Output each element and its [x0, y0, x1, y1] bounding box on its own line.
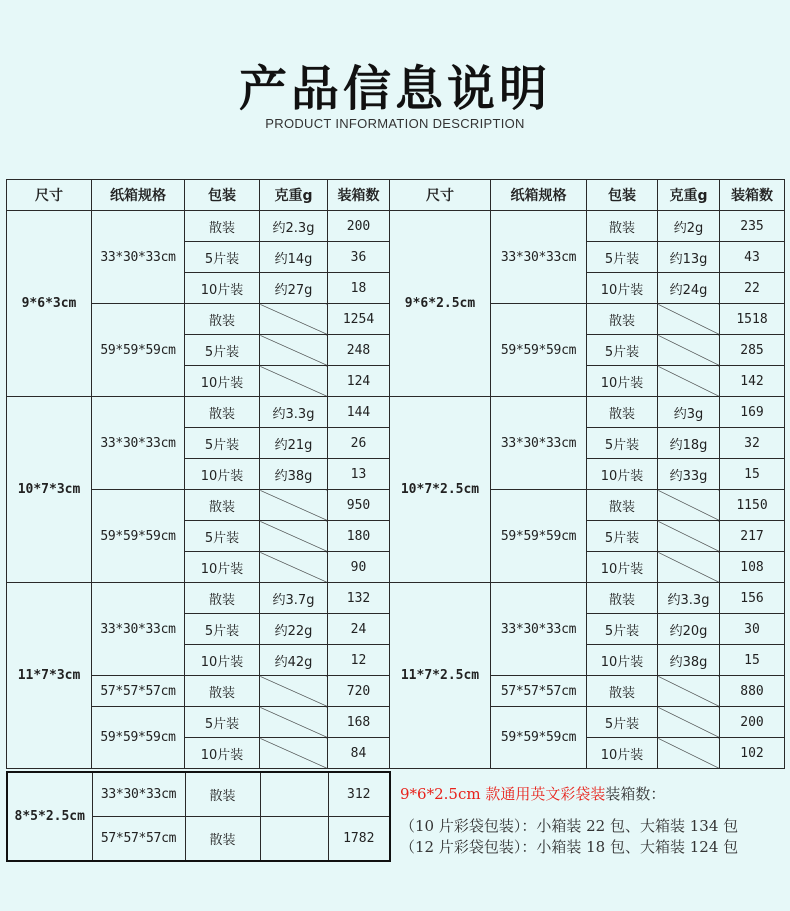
carton-count-cell: 24 — [328, 614, 390, 645]
carton-count-cell: 108 — [720, 552, 785, 583]
carton-count-cell: 156 — [720, 583, 785, 614]
packaging-cell: 散装 — [185, 583, 260, 614]
table-row — [7, 583, 785, 614]
carton-spec-cell: 33*30*33cm — [92, 211, 185, 304]
packaging-cell: 5片装 — [185, 521, 260, 552]
packaging-cell: 散装 — [587, 304, 658, 335]
packaging-cell: 散装 — [587, 397, 658, 428]
weight-cell — [260, 772, 328, 816]
weight-cell: 约21g — [260, 428, 328, 459]
weight-cell — [658, 304, 720, 335]
column-header: 克重g — [260, 180, 328, 211]
column-header: 包装 — [185, 180, 260, 211]
weight-cell: 约2g — [658, 211, 720, 242]
weight-cell — [658, 521, 720, 552]
weight-cell: 约22g — [260, 614, 328, 645]
carton-count-cell: 124 — [328, 366, 390, 397]
carton-spec-cell: 33*30*33cm — [92, 583, 185, 676]
carton-spec-cell: 57*57*57cm — [92, 676, 185, 707]
page-subtitle: PRODUCT INFORMATION DESCRIPTION — [265, 116, 525, 131]
carton-count-cell: 102 — [720, 738, 785, 769]
packaging-cell: 5片装 — [587, 335, 658, 366]
color-bag-note-10pack: （10 片彩袋包装）：小箱装 22 包、大箱装 134 包 — [400, 817, 739, 835]
carton-count-cell: 180 — [328, 521, 390, 552]
packaging-cell: 10片装 — [587, 366, 658, 397]
carton-count-cell: 36 — [328, 242, 390, 273]
carton-count-cell: 1518 — [720, 304, 785, 335]
carton-count-cell: 30 — [720, 614, 785, 645]
size-cell: 10*7*2.5cm — [390, 397, 491, 583]
carton-count-cell: 132 — [328, 583, 390, 614]
weight-cell: 约14g — [260, 242, 328, 273]
carton-spec-cell: 59*59*59cm — [491, 707, 587, 769]
carton-count-cell: 217 — [720, 521, 785, 552]
weight-cell — [658, 738, 720, 769]
weight-cell: 约2.3g — [260, 211, 328, 242]
weight-cell: 约20g — [658, 614, 720, 645]
carton-spec-cell: 59*59*59cm — [491, 304, 587, 397]
weight-cell: 约38g — [658, 645, 720, 676]
column-header: 装箱数 — [720, 180, 785, 211]
packaging-cell: 10片装 — [185, 645, 260, 676]
size-cell: 11*7*3cm — [7, 583, 92, 769]
packaging-cell: 散装 — [185, 211, 260, 242]
packaging-cell: 5片装 — [185, 242, 260, 273]
weight-cell: 约42g — [260, 645, 328, 676]
carton-count-cell: 26 — [328, 428, 390, 459]
column-header: 尺寸 — [390, 180, 491, 211]
extra-size-table — [6, 771, 391, 862]
weight-cell — [658, 707, 720, 738]
page-title: 产品信息说明 — [238, 61, 551, 117]
weight-cell — [260, 521, 328, 552]
weight-cell — [658, 366, 720, 397]
packaging-cell: 10片装 — [587, 552, 658, 583]
carton-count-cell: 144 — [328, 397, 390, 428]
color-bag-note-heading — [400, 783, 665, 804]
packaging-cell: 5片装 — [587, 242, 658, 273]
packaging-cell: 散装 — [185, 490, 260, 521]
weight-cell — [658, 490, 720, 521]
carton-count-cell: 43 — [720, 242, 785, 273]
packaging-cell: 散装 — [185, 772, 260, 816]
carton-spec-cell: 59*59*59cm — [92, 304, 185, 397]
size-cell: 8*5*2.5cm — [7, 772, 92, 861]
header-row — [7, 180, 785, 211]
carton-spec-cell: 33*30*33cm — [92, 772, 185, 816]
carton-count-cell: 84 — [328, 738, 390, 769]
weight-cell: 约3.3g — [260, 397, 328, 428]
table-row — [7, 211, 785, 242]
packaging-cell: 10片装 — [587, 273, 658, 304]
carton-count-cell: 32 — [720, 428, 785, 459]
carton-spec-cell: 59*59*59cm — [92, 490, 185, 583]
carton-count-cell: 235 — [720, 211, 785, 242]
carton-spec-cell: 59*59*59cm — [491, 490, 587, 583]
weight-cell — [260, 738, 328, 769]
packaging-cell: 散装 — [587, 490, 658, 521]
packaging-cell: 10片装 — [185, 738, 260, 769]
carton-count-cell: 15 — [720, 459, 785, 490]
table-row — [7, 397, 785, 428]
packaging-cell: 散装 — [185, 397, 260, 428]
carton-spec-cell: 59*59*59cm — [92, 707, 185, 769]
packaging-cell: 散装 — [185, 676, 260, 707]
weight-cell: 约38g — [260, 459, 328, 490]
packaging-cell: 5片装 — [185, 614, 260, 645]
packaging-cell: 10片装 — [587, 645, 658, 676]
column-header: 包装 — [587, 180, 658, 211]
column-header: 克重g — [658, 180, 720, 211]
carton-count-cell: 90 — [328, 552, 390, 583]
weight-cell — [260, 816, 328, 861]
column-header: 尺寸 — [7, 180, 92, 211]
column-header: 纸箱规格 — [92, 180, 185, 211]
weight-cell — [260, 335, 328, 366]
carton-spec-cell: 33*30*33cm — [491, 583, 587, 676]
weight-cell: 约33g — [658, 459, 720, 490]
carton-count-cell: 13 — [328, 459, 390, 490]
column-header: 纸箱规格 — [491, 180, 587, 211]
packaging-cell: 10片装 — [587, 459, 658, 490]
carton-count-cell: 1150 — [720, 490, 785, 521]
carton-count-cell: 200 — [720, 707, 785, 738]
weight-cell — [260, 707, 328, 738]
carton-count-cell: 1254 — [328, 304, 390, 335]
weight-cell — [658, 335, 720, 366]
carton-spec-cell: 33*30*33cm — [92, 397, 185, 490]
weight-cell — [658, 552, 720, 583]
packaging-cell: 散装 — [185, 816, 260, 861]
carton-count-cell: 880 — [720, 676, 785, 707]
packaging-cell: 10片装 — [185, 552, 260, 583]
carton-count-cell: 15 — [720, 645, 785, 676]
carton-count-cell: 312 — [328, 772, 390, 816]
weight-cell — [260, 366, 328, 397]
packaging-cell: 5片装 — [185, 707, 260, 738]
carton-count-cell: 950 — [328, 490, 390, 521]
color-bag-note-highlight: 9*6*2.5cm 款通用英文彩袋装 — [400, 785, 606, 803]
packaging-cell: 10片装 — [185, 273, 260, 304]
packaging-cell: 5片装 — [587, 428, 658, 459]
packaging-cell: 散装 — [587, 583, 658, 614]
carton-spec-cell: 33*30*33cm — [491, 211, 587, 304]
size-cell: 9*6*2.5cm — [390, 211, 491, 397]
weight-cell: 约24g — [658, 273, 720, 304]
column-header: 装箱数 — [328, 180, 390, 211]
carton-spec-cell: 57*57*57cm — [92, 816, 185, 861]
weight-cell: 约3g — [658, 397, 720, 428]
packaging-cell: 散装 — [185, 304, 260, 335]
packaging-cell: 10片装 — [587, 738, 658, 769]
weight-cell: 约3.3g — [658, 583, 720, 614]
weight-cell: 约27g — [260, 273, 328, 304]
carton-count-cell: 22 — [720, 273, 785, 304]
weight-cell — [260, 552, 328, 583]
carton-count-cell: 169 — [720, 397, 785, 428]
weight-cell — [658, 676, 720, 707]
carton-count-cell: 1782 — [328, 816, 390, 861]
packaging-cell: 5片装 — [587, 707, 658, 738]
packaging-cell: 5片装 — [185, 335, 260, 366]
carton-spec-cell: 57*57*57cm — [491, 676, 587, 707]
product-info-table — [6, 179, 785, 769]
packaging-cell: 10片装 — [185, 366, 260, 397]
carton-count-cell: 720 — [328, 676, 390, 707]
size-cell: 10*7*3cm — [7, 397, 92, 583]
weight-cell — [260, 676, 328, 707]
color-bag-note-12pack: （12 片彩袋包装）：小箱装 18 包、大箱装 124 包 — [400, 838, 739, 856]
carton-count-cell: 200 — [328, 211, 390, 242]
weight-cell: 约13g — [658, 242, 720, 273]
carton-count-cell: 142 — [720, 366, 785, 397]
carton-count-cell: 18 — [328, 273, 390, 304]
carton-spec-cell: 33*30*33cm — [491, 397, 587, 490]
size-cell: 11*7*2.5cm — [390, 583, 491, 769]
color-bag-note-suffix: 装箱数： — [605, 785, 666, 803]
carton-count-cell: 285 — [720, 335, 785, 366]
packaging-cell: 5片装 — [587, 614, 658, 645]
carton-count-cell: 168 — [328, 707, 390, 738]
weight-cell: 约18g — [658, 428, 720, 459]
packaging-cell: 散装 — [587, 676, 658, 707]
weight-cell: 约3.7g — [260, 583, 328, 614]
packaging-cell: 5片装 — [587, 521, 658, 552]
weight-cell — [260, 304, 328, 335]
packaging-cell: 10片装 — [185, 459, 260, 490]
packaging-cell: 散装 — [587, 211, 658, 242]
carton-count-cell: 12 — [328, 645, 390, 676]
packaging-cell: 5片装 — [185, 428, 260, 459]
carton-count-cell: 248 — [328, 335, 390, 366]
size-cell: 9*6*3cm — [7, 211, 92, 397]
weight-cell — [260, 490, 328, 521]
